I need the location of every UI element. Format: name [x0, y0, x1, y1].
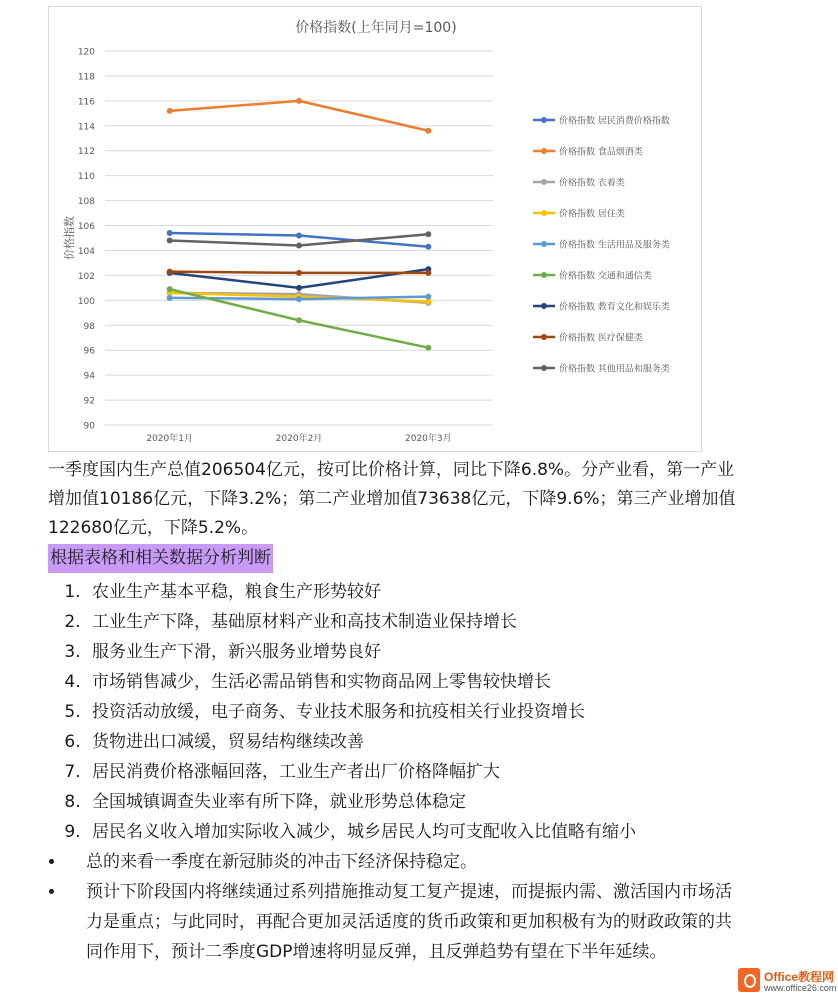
legend-label: 价格指数 其他用品和服务类	[559, 364, 670, 375]
list-item: 5. 投资活动放缓，电子商务、专业技术服务和抗疫相关行业投资增长	[86, 697, 748, 727]
legend-marker	[541, 179, 547, 185]
y-tick-label: 98	[83, 321, 95, 332]
chart-container	[48, 6, 702, 452]
data-point	[167, 230, 173, 236]
legend-item	[533, 239, 670, 251]
legend-label: 价格指数 教育文化和娱乐类	[559, 302, 670, 313]
data-point	[167, 269, 173, 275]
data-point	[296, 270, 302, 276]
data-point	[167, 286, 173, 292]
legend-marker	[541, 148, 547, 154]
y-tick-label: 118	[77, 72, 95, 83]
legend-marker	[541, 210, 547, 216]
y-tick-label: 120	[77, 47, 95, 58]
legend	[533, 115, 670, 375]
series-6	[167, 266, 432, 291]
list-item: 4. 市场销售减少，生活必需品销售和实物商品网上零售较快增长	[86, 667, 748, 697]
watermark-name: Office教程网	[764, 970, 835, 984]
legend-label: 价格指数 生活用品及服务类	[559, 240, 670, 251]
legend-marker	[541, 365, 547, 371]
price-index-line-chart	[49, 7, 703, 453]
chart-title: 价格指数(上年同月=100)	[295, 20, 457, 36]
legend-label: 价格指数 居住类	[559, 209, 625, 220]
list-item: 6. 货物进出口减缓，贸易结构继续改善	[86, 727, 748, 757]
list-item: 7. 居民消费价格涨幅回落，工业生产者出厂价格降幅扩大	[86, 757, 748, 787]
legend-label: 价格指数 医疗保健类	[559, 333, 643, 344]
y-axis-label: 价格指数	[63, 216, 76, 260]
y-tick-label: 110	[77, 172, 95, 183]
data-point	[167, 295, 173, 301]
data-point	[296, 317, 302, 323]
legend-marker	[541, 117, 547, 123]
legend-marker	[541, 303, 547, 309]
data-point	[425, 270, 431, 276]
data-point	[296, 296, 302, 302]
x-tick-label: 2020年2月	[275, 434, 323, 444]
legend-item	[533, 146, 643, 158]
data-point	[167, 108, 173, 114]
series-1	[167, 98, 432, 134]
y-axis-ticks	[78, 48, 95, 432]
data-point	[425, 294, 431, 300]
x-tick-label: 2020年3月	[405, 434, 452, 444]
list-item: 2. 工业生产下降，基础原材料产业和高技术制造业保持增长	[86, 607, 748, 637]
conclusion-list	[48, 847, 748, 967]
y-tick-label: 100	[77, 296, 95, 307]
legend-item	[533, 270, 652, 282]
y-tick-label: 102	[77, 271, 95, 282]
list-item: 9. 居民名义收入增加实际收入减少，城乡居民人均可支配收入比值略有缩小	[86, 817, 748, 847]
list-item: • 预计下阶段国内将继续通过系列措施推动复工复产提速，而提振内需、激活国内市场活力是重点；与此同时，再配合更加灵活适度的货币政策和更加积极有为的财政政策的共同作用下，预计二季度GDP增速将明显反弹，且反弹趋势有望在下半年延续。	[66, 877, 748, 967]
legend-marker	[541, 241, 547, 247]
series-lines	[167, 98, 432, 351]
data-point	[296, 98, 302, 104]
legend-marker	[541, 334, 547, 340]
x-tick-label: 2020年1月	[146, 434, 193, 444]
findings-list	[48, 577, 748, 847]
y-tick-label: 92	[83, 396, 95, 407]
data-point	[425, 345, 431, 351]
legend-label: 价格指数 居民消费价格指数	[559, 116, 670, 127]
data-point	[296, 233, 302, 239]
y-tick-label: 108	[77, 197, 95, 208]
data-point	[296, 242, 302, 248]
report-body	[48, 456, 748, 967]
y-tick-label: 94	[83, 371, 95, 382]
watermark-url: www.office26.com	[764, 983, 837, 993]
legend-item	[533, 363, 670, 375]
legend-label: 价格指数 交通和通信类	[559, 271, 652, 282]
y-tick-label: 104	[77, 246, 95, 257]
gdp-summary: 一季度国内生产总值206504亿元，按可比价格计算，同比下降6.8%。分产业看，第一产业增加值10186亿元，下降3.2%；第二产业增加值73638亿元，下降9.6%；第三产业增加值122680亿元，下降5.2%。	[48, 460, 736, 538]
legend-item	[533, 115, 670, 127]
data-point	[425, 244, 431, 250]
data-point	[296, 285, 302, 291]
y-tick-label: 90	[83, 421, 95, 432]
data-point	[425, 128, 431, 134]
y-tick-label: 96	[83, 346, 95, 357]
data-point	[425, 231, 431, 237]
office-logo-icon	[738, 968, 760, 992]
list-item: 3. 服务业生产下滑，新兴服务业增势良好	[86, 637, 748, 667]
legend-marker	[541, 272, 547, 278]
x-axis-ticks	[146, 432, 451, 444]
list-item: 1. 农业生产基本平稳，粮食生产形势较好	[86, 577, 748, 607]
legend-item	[533, 301, 670, 313]
y-tick-label: 114	[77, 122, 95, 133]
section-heading: 根据表格和相关数据分析判断	[48, 544, 273, 573]
legend-label: 价格指数 衣着类	[559, 178, 625, 189]
site-watermark	[738, 966, 837, 996]
list-item: • 总的来看一季度在新冠肺炎的冲击下经济保持稳定。	[66, 847, 748, 877]
list-item: 8. 全国城镇调查失业率有所下降，就业形势总体稳定	[86, 787, 748, 817]
legend-item	[533, 332, 643, 344]
legend-label: 价格指数 食品烟酒类	[559, 147, 643, 158]
legend-item	[533, 177, 625, 189]
y-tick-label: 116	[77, 97, 95, 108]
y-tick-label: 106	[77, 222, 95, 233]
legend-item	[533, 208, 625, 220]
y-tick-label: 112	[77, 147, 95, 158]
data-point	[167, 237, 173, 243]
